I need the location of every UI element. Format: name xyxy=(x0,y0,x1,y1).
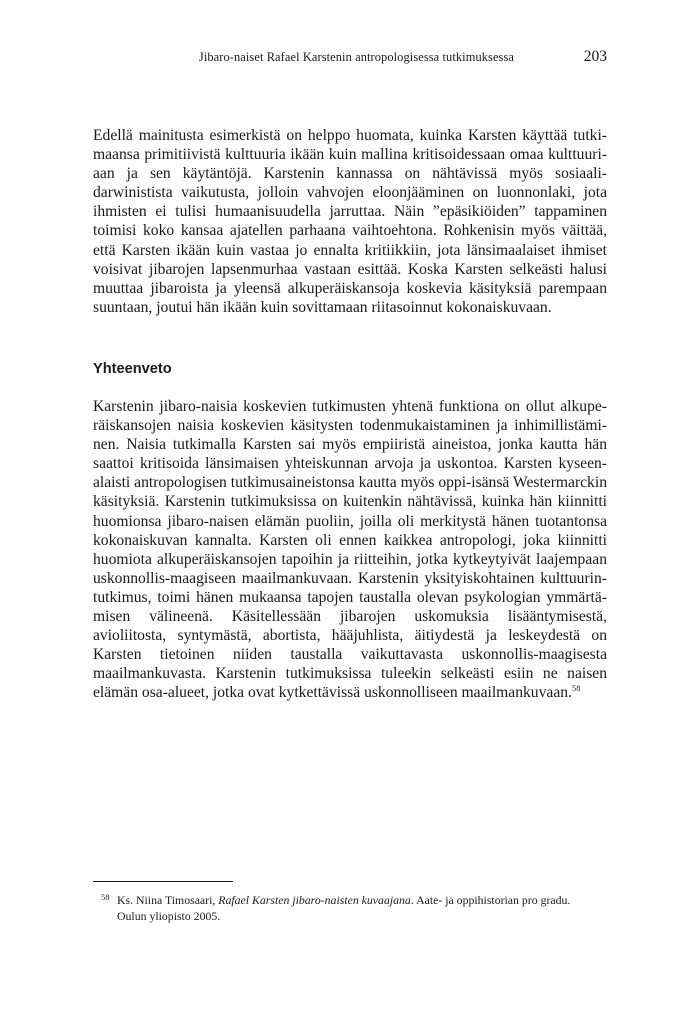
running-header xyxy=(0,48,700,68)
footnote-prefix: Ks. Niina Timosaari, xyxy=(117,893,219,907)
footnote-text xyxy=(93,892,607,924)
footnote-divider xyxy=(93,881,233,882)
footnote-number: 58 xyxy=(101,892,110,902)
footnote-cited-title: Rafael Karsten jibaro-naisten kuvaajana xyxy=(218,893,411,907)
footnote-suffix: . Aate- ja oppihistorian pro gradu. xyxy=(410,893,571,907)
footnote-line-2: Oulun yliopisto 2005. xyxy=(117,909,221,923)
footnote-line-1 xyxy=(117,892,607,908)
page-number: 203 xyxy=(583,48,607,65)
paragraph-2-text: Karstenin jibaro-naisia koskevien tutkimusten yhtenä funktiona on ollut alkuperäiskansojen naisia koskevien käsitysten todenmukaistaminen ja inhimillistäminen. Naisia tutkimalla Karsten sai myös empiiristä aineistoa, jonka kautta hän saattoi kritisoida länsimaisen yhteiskunnan arvoja ja uskontoa. Karsten kyseenalaisti antropologisen tutkimusaineistonsa kautta myös oppi-isänsä Westermarckin käsityksiä. Karstenin tutkimuksissa on kuitenkin nähtävissä, kuinka hän kiinnitti huomionsa jibaro-naisen elämän puoliin, joilla oli merkitystä hänen tuotantonsa kokonaiskuvan kannalta. Karsten oli ennen kaikkea antropologi, joka kiinnitti huomiota alkuperäiskansojen tapoihin ja riitteihin, jotka kytkeytyivät laajempaan uskonnollis-maagiseen maailmankuvaan. Karstenin yksityiskohtainen kulttuurintutkimus, toimi hänen mukaansa tapojen taustalla olevan psykologian ymmärtämisen välineenä. Käsitellessään jibarojen uskomuksia lisääntymisestä, avioliitosta, syntymästä, abortista, hääjuhlista, äitiydestä ja leskeydestä on Karsten tietoinen niiden taustalla vaikuttavasta uskonnollis-maagisesta maailmankuvasta. Karstenin tutkimuksissa tuleekin selkeästi esiin ne naisen elämän osa-alueet, jotka ovat kytkettävissä uskonnolliseen maailmankuvaan. xyxy=(93,397,607,702)
footnote-reference[interactable]: 58 xyxy=(571,683,581,694)
paragraph-2 xyxy=(93,397,607,703)
section-heading: Yhteenveto xyxy=(93,360,172,377)
body-text xyxy=(93,126,607,702)
running-title: Jibaro-naiset Rafael Karstenin antropologisessa tutkimuksessa xyxy=(198,50,514,64)
footnote xyxy=(93,892,607,924)
paragraph-1: Edellä mainitusta esimerkistä on helppo huomata, kuinka Karsten käyttää tutkimaansa primitiivistä kulttuuria ikään kuin mallina kritisoidessaan omaa kulttuuriaan ja sen käytäntöjä. Karstenin kannassa on nähtävissä myös sosiaali-darwinistista vaikutusta, jolloin vahvojen eloonjääminen on luonnonlaki, jota ihmisten ei tulisi humaanisuudella jarruttaa. Näin ”epäsikiöiden” tappaminen toimisi koko kansaa ajatellen parhaana vaihtoehtona. Rohkenisin myös väittää, että Karsten ikään kuin vastaa jo ennalta kritiikkiin, jota länsimaalaiset ihmiset voisivat jibarojen lapsenmurhaa vastaan esittää. Koska Karsten selkeästi halusi muuttaa jibaroista ja yleensä alkuperäiskansoja koskevia käsityksiä parempaan suuntaan, joutui hän ikään kuin sovittamaan riitasoinnut kokonaiskuvaan. xyxy=(93,127,607,316)
